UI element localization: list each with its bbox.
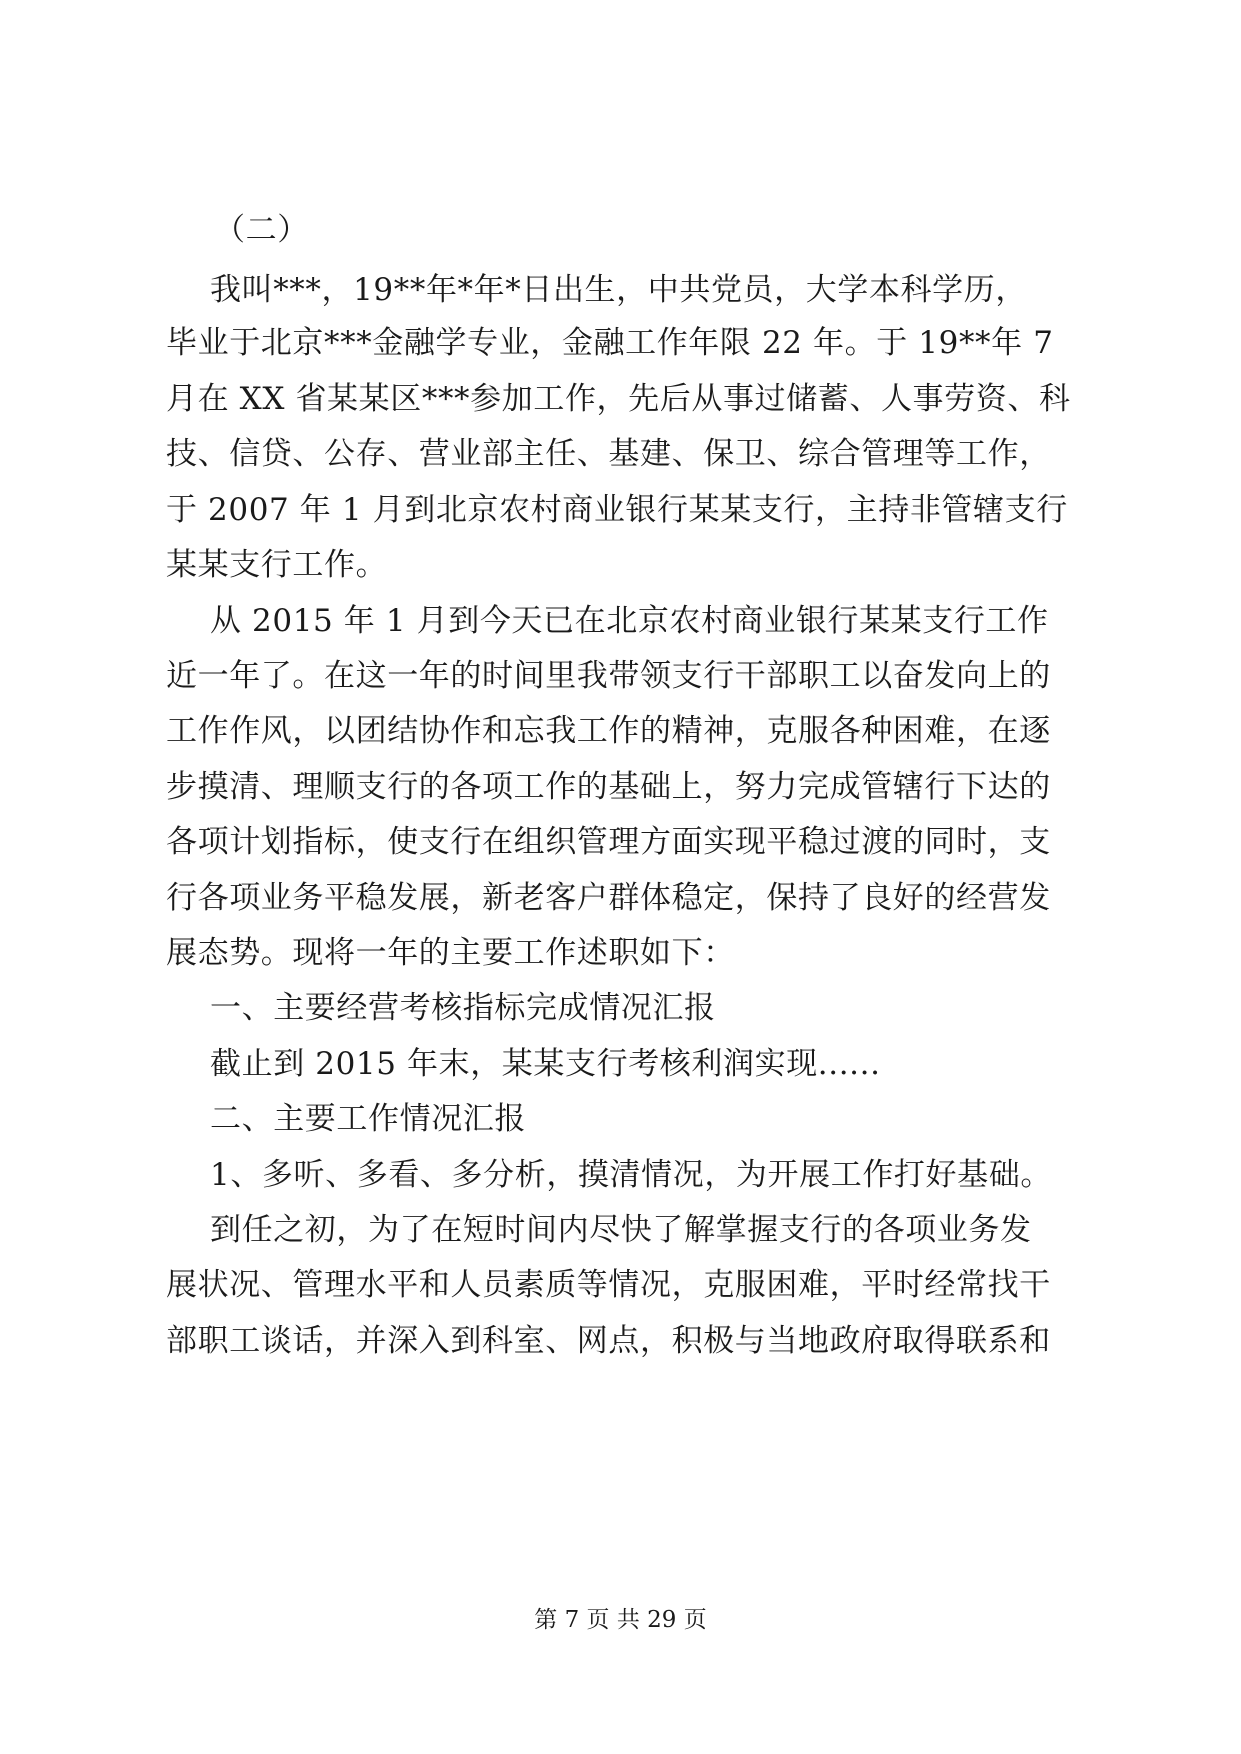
paragraph-line: 1、多听、多看、多分析，摸清情况，为开展工作打好基础。 — [210, 1157, 1052, 1193]
section-heading: （二） — [214, 212, 309, 248]
paragraph-line: 步摸清、理顺支行的各项工作的基础上，努力完成管辖行下达的 — [166, 769, 1051, 805]
paragraph-line: 近一年了。在这一年的时间里我带领支行干部职工以奋发向上的 — [166, 658, 1051, 694]
paragraph-line: 技、信贷、公存、营业部主任、基建、保卫、综合管理等工作， — [166, 436, 1051, 472]
section-heading: 二、主要工作情况汇报 — [210, 1101, 526, 1137]
paragraph-line: 月在 XX 省某某区***参加工作，先后从事过储蓄、人事劳资、科 — [166, 381, 1071, 417]
paragraph-line: 某某支行工作。 — [166, 547, 388, 583]
paragraph-line: 行各项业务平稳发展，新老客户群体稳定，保持了良好的经营发 — [166, 880, 1051, 916]
section-heading: 一、主要经营考核指标完成情况汇报 — [210, 990, 716, 1026]
paragraph-line: 部职工谈话，并深入到科室、网点，积极与当地政府取得联系和 — [166, 1323, 1051, 1359]
paragraph-line: 各项计划指标，使支行在组织管理方面实现平稳过渡的同时，支 — [166, 824, 1051, 860]
paragraph-line: 从 2015 年 1 月到今天已在北京农村商业银行某某支行工作 — [210, 603, 1049, 639]
page-number-footer: 第 7 页 共 29 页 — [534, 1607, 707, 1633]
paragraph-line: 截止到 2015 年末，某某支行考核利润实现...... — [210, 1046, 881, 1082]
paragraph-line: 我叫***，19**年*年*日出生，中共党员，大学本科学历， — [210, 272, 1027, 308]
paragraph-line: 毕业于北京***金融学专业，金融工作年限 22 年。于 19**年 7 — [166, 325, 1054, 361]
paragraph-line: 到任之初，为了在短时间内尽快了解掌握支行的各项业务发 — [210, 1212, 1032, 1248]
paragraph-line: 于 2007 年 1 月到北京农村商业银行某某支行，主持非管辖支行 — [166, 492, 1068, 528]
paragraph-line: 展状况、管理水平和人员素质等情况，克服困难，平时经常找干 — [166, 1267, 1051, 1303]
paragraph-line: 工作作风，以团结协作和忘我工作的精神，克服各种困难，在逐 — [166, 713, 1051, 749]
paragraph-line: 展态势。现将一年的主要工作述职如下： — [166, 935, 735, 971]
